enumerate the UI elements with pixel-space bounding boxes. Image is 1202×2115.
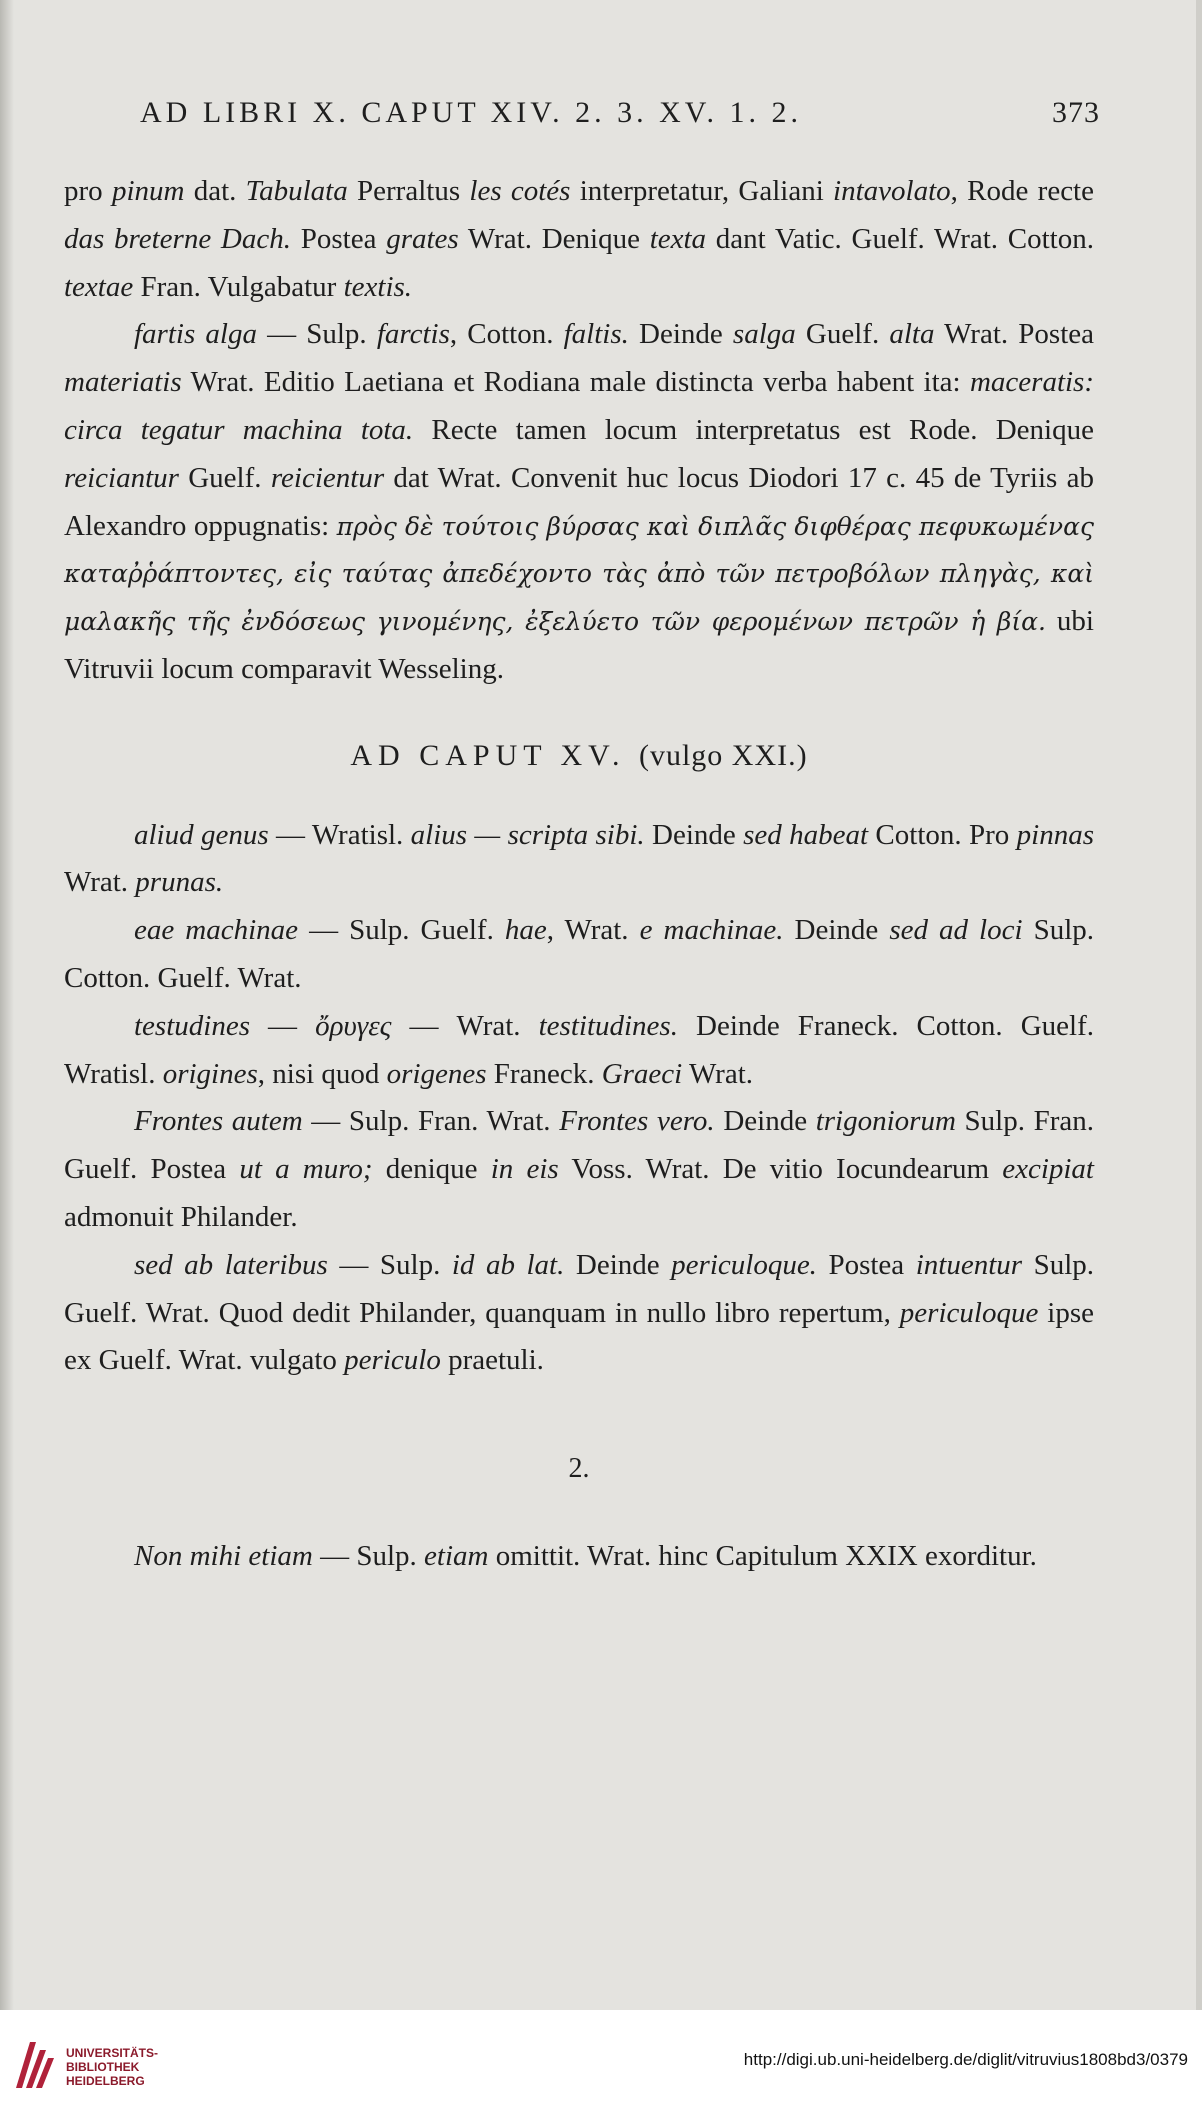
page-binding-shadow — [0, 0, 14, 2010]
lemma: fartis alga — [134, 318, 257, 351]
italic-run: e machinae. — [639, 914, 784, 947]
italic-run: periculo — [344, 1344, 441, 1377]
logo-line: BIBLIOTHEK — [66, 2060, 140, 2074]
italic-run: periculoque — [899, 1296, 1039, 1329]
italic-run: grates — [386, 222, 459, 255]
italic-run: das breterne Dach. — [64, 222, 291, 255]
italic-run: origenes — [386, 1057, 487, 1090]
text-run: — — [250, 1009, 316, 1042]
italic-run: Frontes vero. — [559, 1105, 715, 1138]
italic-run: Tabulata — [245, 175, 348, 207]
lemma: aliud genus — [134, 818, 269, 851]
source-url-link[interactable]: http://digi.ub.uni-heidelberg.de/diglit/vitruvius1808bd3/0379 — [743, 2050, 1188, 2069]
paragraph-4 — [64, 907, 1094, 1003]
logo-line: HEIDELBERG — [66, 2074, 145, 2088]
text-run: dat. — [184, 175, 246, 207]
running-header — [140, 96, 1100, 140]
text-run: Cotton. Pro — [868, 818, 1017, 851]
text-run: Sulp. Cotton. Guelf. Wrat. — [64, 914, 1094, 994]
text-run: denique — [372, 1153, 491, 1186]
italic-run: texta — [649, 222, 707, 255]
paragraph-1 — [64, 168, 1094, 311]
lemma: eae machinae — [134, 914, 299, 947]
italic-run: etiam — [424, 1539, 489, 1572]
section-heading — [64, 732, 1094, 780]
text-run: — Sulp. Fran. Wrat. — [302, 1105, 560, 1138]
text-run: — Wratisl. — [268, 818, 411, 851]
text-run: pro — [64, 175, 112, 207]
text-run: Perraltus — [347, 175, 470, 207]
text-run: omittit. Wrat. hinc Capitulum XXIX exorditur. — [488, 1539, 1037, 1572]
italic-run: trigoniorum — [815, 1105, 956, 1138]
paragraph-2 — [64, 311, 1094, 693]
text-run: Guelf. — [795, 318, 890, 351]
text-run: Deinde — [564, 1248, 672, 1281]
text-run: ipse ex Guelf. Wrat. vulgato — [64, 1296, 1094, 1377]
text-run: , Rode recte — [950, 175, 1094, 207]
lemma: Non mihi etiam — [134, 1539, 313, 1572]
text-run: , Wrat. — [546, 914, 640, 947]
text-run: Deinde — [628, 318, 733, 351]
italic-run: pinnas — [1016, 818, 1094, 851]
text-run: praetuli. — [440, 1344, 544, 1377]
paragraph-7 — [64, 1242, 1094, 1385]
text-run: Voss. Wrat. De vitio Iocundearum — [558, 1153, 1003, 1186]
subsection-number: 2. — [568, 1453, 590, 1485]
text-run: Fran. Vulgabatur — [133, 270, 344, 303]
page-edge — [1196, 0, 1202, 2010]
text-run: Guelf. — [178, 461, 271, 494]
text-run: Wrat. — [682, 1057, 754, 1090]
section-subtitle: (vulgo XXI.) — [638, 738, 808, 772]
text-run: Postea — [291, 222, 387, 255]
text-run: Wrat. Editio Laetiana et Rodiana male distincta verba habent ita: — [181, 366, 970, 399]
italic-run: sed habeat — [743, 818, 869, 851]
italic-run: alta — [889, 318, 935, 351]
text-run: Deinde — [644, 818, 744, 851]
text-run: Franeck. — [486, 1057, 602, 1090]
italic-run: maceratis: circa tegatur machina tota. — [64, 366, 1094, 446]
italic-run: testitudines. — [538, 1009, 678, 1042]
text-run: Wrat. — [64, 866, 136, 899]
italic-run: Graeci — [601, 1057, 683, 1090]
italic-run: origines — [162, 1057, 258, 1090]
text-run: , Cotton. — [449, 318, 564, 351]
text-run: — Sulp. — [256, 318, 377, 351]
italic-run: intavolato — [833, 175, 951, 207]
italic-run: materiatis — [64, 366, 182, 399]
body-text — [64, 168, 1094, 1581]
italic-run: farctis — [376, 318, 450, 351]
lemma: testudines — [134, 1009, 250, 1042]
text-run: — Sulp. — [327, 1248, 452, 1281]
text-run: Postea — [816, 1248, 916, 1281]
italic-run: prunas. — [135, 866, 224, 899]
running-title: AD LIBRI X. CAPUT XIV. 2. 3. XV. 1. 2. — [140, 96, 803, 129]
text-run: Wrat. Denique — [458, 222, 650, 255]
italic-run: faltis. — [563, 318, 629, 351]
italic-run: hae — [504, 914, 547, 947]
italic-run: alius — scripta sibi. — [410, 818, 645, 851]
greek-word: ὄρυγες — [315, 1009, 392, 1042]
italic-run: in eis — [490, 1153, 559, 1186]
lemma: Frontes autem — [134, 1105, 303, 1138]
text-run: dat Wrat. Convenit huc locus Diodori 17 c. 45 de Tyriis ab Alexandro oppugnatis: — [64, 461, 1095, 542]
italic-run: sed ad loci — [889, 914, 1023, 947]
text-run: ubi Vitruvii locum comparavit Wesseling. — [64, 605, 1094, 685]
italic-run: periculoque. — [671, 1248, 817, 1281]
italic-run: reiciantur — [64, 461, 179, 494]
paragraph-8 — [64, 1533, 1094, 1581]
logo-line: UNIVERSITÄTS- — [66, 2046, 159, 2060]
italic-run: reicientur — [270, 461, 385, 494]
text-run: Deinde — [783, 914, 890, 947]
text-run: Recte tamen locum interpretatus est Rode. Denique — [413, 413, 1094, 446]
italic-run: ut a muro; — [239, 1153, 373, 1186]
greek-quotation: πρὸς δὲ τούτοις βύρσας καὶ διπλᾶς διφθέρας πεφυκωμένας καταῤῥάπτοντες, εἰς ταύτας ἀπεδέχοντο τὰς ἀπὸ τῶν πετροβόλων πληγὰς, καὶ μαλακῆς τῆς ἐνδόσεως γινομένης, ἐξελύετο τῶν φερομένων πετρῶν ἡ βία. — [64, 511, 1094, 637]
text-run: — Sulp. — [312, 1539, 425, 1572]
italic-run: textis. — [343, 270, 413, 303]
page-number: 373 — [1052, 96, 1100, 129]
paragraph-6 — [64, 1098, 1094, 1241]
italic-run: salga — [732, 318, 796, 351]
text-run: interpretatur, Galiani — [570, 175, 834, 207]
italic-run: textae — [64, 270, 134, 303]
paragraph-3 — [64, 812, 1094, 908]
text-run: dant Vatic. Guelf. Wrat. Cotton. — [706, 222, 1094, 255]
text-run: Deinde — [714, 1105, 816, 1138]
text-run: Wrat. Postea — [934, 318, 1094, 351]
italic-run: excipiat — [1002, 1153, 1094, 1186]
text-run: — Sulp. Guelf. — [298, 914, 505, 947]
paragraph-5 — [64, 1003, 1094, 1099]
text-run: Deinde Franeck. Cotton. Guelf. Wratisl. — [64, 1009, 1095, 1090]
section-title: AD CAPUT XV. — [350, 738, 626, 772]
university-library-logo-icon — [12, 2036, 56, 2092]
lemma: sed ab lateribus — [134, 1248, 328, 1281]
italic-run: pinum — [111, 175, 185, 207]
footer-bar — [0, 2010, 1202, 2115]
text-run: admonuit Philander. — [64, 1200, 298, 1233]
text-run: Sulp. Fran. Guelf. Postea — [64, 1105, 1095, 1186]
italic-run: intuentur — [915, 1248, 1023, 1281]
text-run: — Wrat. — [391, 1009, 539, 1042]
text-run: Sulp. Guelf. Wrat. Quod dedit Philander, quanquam in nullo libro repertum, — [64, 1248, 1095, 1329]
italic-run: les cotés — [469, 175, 571, 207]
italic-run: id ab lat. — [451, 1248, 565, 1281]
library-logo-text — [66, 2046, 158, 2088]
text-run: , nisi quod — [257, 1057, 387, 1090]
